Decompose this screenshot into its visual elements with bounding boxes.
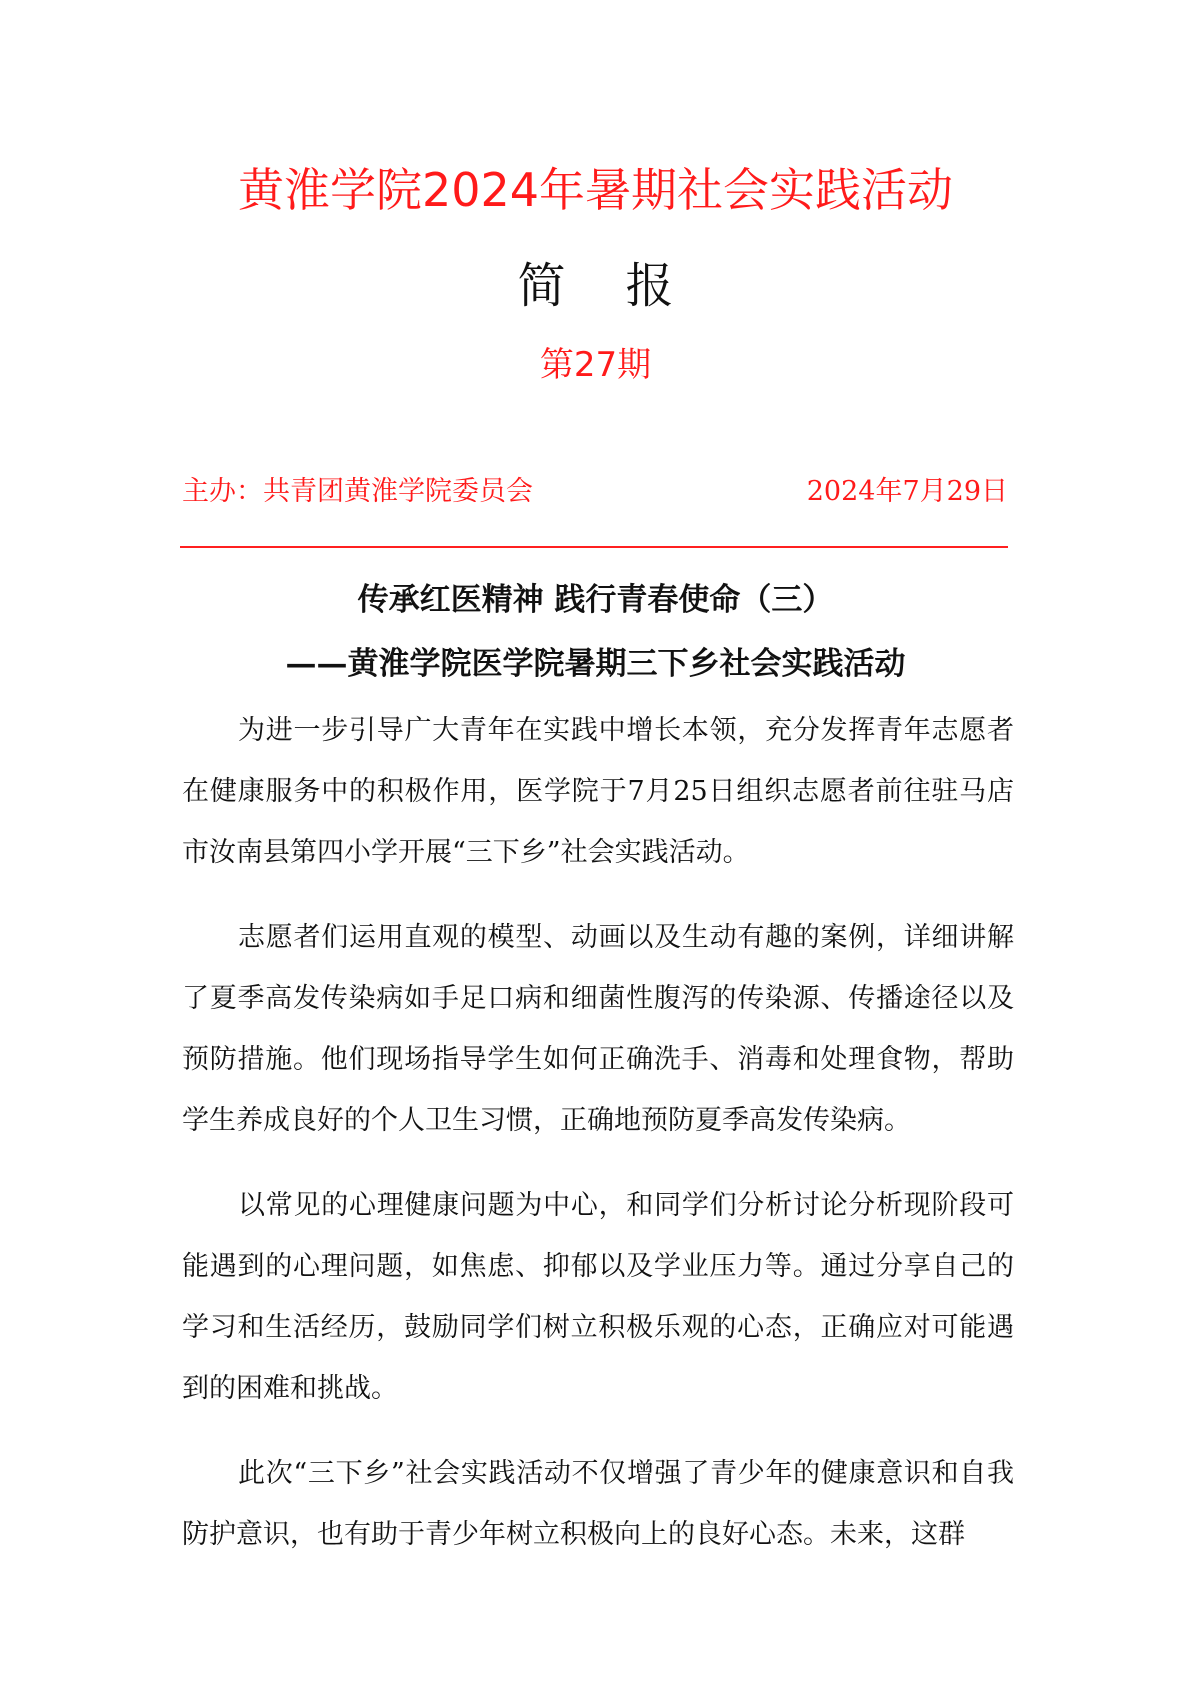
- publish-date: 2024年7月29日: [806, 476, 1008, 507]
- paragraph: 志愿者们运用直观的模型、动画以及生动有趣的案例，详细讲解了夏季高发传染病如手足口病和细菌性腹泻的传染源、传播途径以及预防措施。他们现场指导学生如何正确洗手、消毒和处理食物，帮助学生养成良好的个人卫生习惯，正确地预防夏季高发传染病。: [182, 922, 1014, 1136]
- paragraph: 此次“三下乡”社会实践活动不仅增强了青少年的健康意识和自我防护意识，也有助于青少年树立积极向上的良好心态。未来，这群: [182, 1458, 1014, 1550]
- organizer: 主办：共青团黄淮学院委员会: [182, 476, 533, 507]
- paragraph: 以常见的心理健康问题为中心，和同学们分析讨论分析现阶段可能遇到的心理问题，如焦虑、抑郁以及学业压力等。通过分享自己的学习和生活经历，鼓励同学们树立积极乐观的心态，正确应对可能遇到的困难和挑战。: [182, 1190, 1014, 1404]
- article-subtitle: ——黄淮学院医学院暑期三下乡社会实践活动: [285, 646, 906, 682]
- header-divider: [180, 546, 1008, 548]
- paragraph: 为进一步引导广大青年在实践中增长本领，充分发挥青年志愿者在健康服务中的积极作用，医学院于7月25日组织志愿者前往驻马店市汝南县第四小学开展“三下乡”社会实践活动。: [182, 715, 1014, 868]
- article-body: [182, 700, 1014, 1589]
- issue-number: 第27期: [539, 345, 652, 385]
- newsletter-subtitle: 简报: [517, 258, 734, 314]
- newsletter-title: 黄淮学院2024年暑期社会实践活动: [237, 163, 954, 217]
- article-title: 传承红医精神 践行青春使命（三）: [357, 582, 834, 618]
